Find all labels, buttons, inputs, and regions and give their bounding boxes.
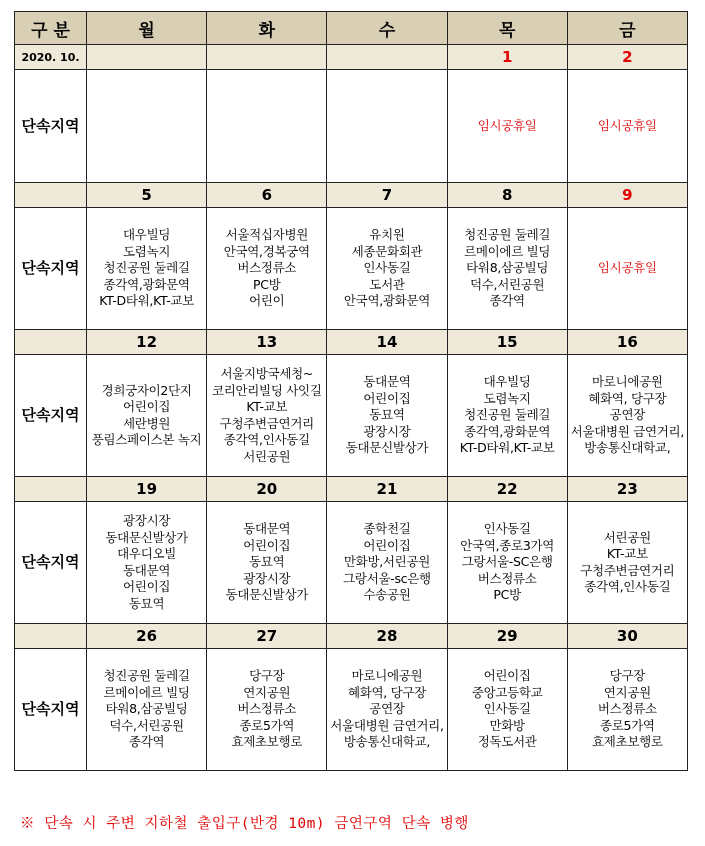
area-cell [447, 649, 567, 771]
date-cell [87, 45, 207, 70]
area-cell [87, 208, 207, 330]
month-cell [15, 477, 87, 502]
date-cell: 8 [447, 183, 567, 208]
area-cell [567, 208, 687, 330]
area-cell [447, 208, 567, 330]
area-cell [567, 355, 687, 477]
header-cell-fri: 금 [567, 12, 687, 45]
date-cell: 15 [447, 330, 567, 355]
area-row [15, 502, 688, 624]
header-row [15, 12, 688, 45]
area-item: 효제초보행로 [592, 734, 663, 750]
area-item: 만화방,서린공원 [343, 554, 431, 570]
area-item: 동대문역 [243, 521, 291, 537]
area-item: 공연장 [609, 407, 645, 423]
month-cell: 2020. 10. [15, 45, 87, 70]
holiday-label: 임시공휴일 [597, 117, 657, 133]
area-label: 단속지역 [15, 502, 87, 624]
holiday-label: 임시공휴일 [597, 260, 657, 276]
area-item: 버스정류소 [237, 701, 297, 717]
area-cell [207, 355, 327, 477]
date-row [15, 183, 688, 208]
area-item: 서울대병원 금연거리, [570, 423, 684, 439]
footnote: ※ 단속 시 주변 지하철 출입구(반경 10m) 금연구역 단속 병행 [20, 816, 469, 832]
area-item: 수송공원 [363, 587, 411, 603]
area-item: 동묘역 [249, 554, 285, 570]
date-cell: 23 [567, 477, 687, 502]
area-item: 동대문신발상가 [225, 587, 308, 603]
area-item: 대우디오빌 [117, 546, 177, 561]
area-item: 어린이집 [363, 537, 411, 553]
area-item: 연지공원 [243, 684, 291, 700]
date-cell: 27 [207, 624, 327, 649]
area-item: 인사동길 [483, 701, 531, 717]
header-cell-mon: 월 [87, 12, 207, 45]
area-cell [327, 502, 447, 624]
area-cell [567, 649, 687, 771]
area-item: KT-교보 [606, 546, 648, 561]
area-item: PC방 [493, 587, 521, 603]
date-cell: 7 [327, 183, 447, 208]
month-cell [15, 624, 87, 649]
area-item: 르메이에르 빌딩 [464, 243, 551, 259]
area-item: 혜화역, 당구장 [588, 390, 667, 406]
date-cell [207, 45, 327, 70]
date-row [15, 330, 688, 355]
area-cell [87, 502, 207, 624]
area-item: KT-D타워,KT-교보 [459, 440, 555, 456]
area-cell [207, 208, 327, 330]
area-cell [447, 355, 567, 477]
area-item: 광장시장 [123, 513, 171, 528]
header-cell-tue: 화 [207, 12, 327, 45]
area-item: 그랑서울-SC은행 [461, 554, 553, 570]
month-cell [15, 330, 87, 355]
area-item: 구청주변금연거리 [219, 415, 314, 431]
area-item: 동묘역 [369, 407, 405, 423]
area-item: 당구장 [609, 668, 645, 684]
area-item: 버스정류소 [237, 260, 297, 276]
date-cell: 13 [207, 330, 327, 355]
area-cell [87, 70, 207, 183]
area-item: 서울지방국세청~ [220, 366, 314, 381]
area-item: 혜화역, 당구장 [347, 684, 426, 700]
area-item: 공연장 [369, 701, 405, 717]
area-item: 서린공원 [243, 448, 291, 464]
area-item: 타워8,삼공빌딩 [105, 701, 188, 717]
area-label: 단속지역 [15, 208, 87, 330]
area-item: 버스정류소 [477, 570, 537, 586]
area-item: 르메이에르 빌딩 [103, 684, 190, 700]
area-item: 청진공원 둘레길 [103, 668, 190, 684]
area-cell [567, 502, 687, 624]
date-cell: 14 [327, 330, 447, 355]
date-row [15, 45, 688, 70]
area-item: 종각역,광화문역 [103, 276, 190, 292]
header-cell-wed: 수 [327, 12, 447, 45]
calendar-body [15, 45, 688, 771]
area-item: 덕수,서린공원 [109, 717, 184, 733]
area-item: 종각역 [128, 734, 165, 750]
date-cell: 20 [207, 477, 327, 502]
area-cell [567, 70, 687, 183]
area-row [15, 208, 688, 330]
area-item: PC방 [253, 276, 281, 292]
date-cell: 30 [567, 624, 687, 649]
area-item: 종학천길 [363, 521, 411, 537]
area-item: KT-교보 [246, 399, 288, 414]
date-cell: 21 [327, 477, 447, 502]
area-item: 유치원 [369, 227, 405, 243]
date-cell [327, 45, 447, 70]
enforcement-calendar-table [14, 11, 688, 771]
area-item: 안국역,광화문역 [343, 293, 431, 309]
area-item: 종각역,인사동길 [584, 579, 671, 594]
area-item: 광장시장 [243, 570, 291, 586]
area-row [15, 649, 688, 771]
date-row [15, 477, 688, 502]
month-cell [15, 183, 87, 208]
area-item: 경희궁자이2단지 [101, 382, 192, 398]
area-item: 청진공원 둘레길 [464, 407, 551, 423]
area-item: 코리안리빌딩 사잇길 [211, 382, 322, 398]
date-cell: 1 [447, 45, 567, 70]
area-item: 청진공원 둘레길 [464, 227, 551, 243]
area-item: 서울대병원 금연거리, [330, 717, 444, 733]
area-item: 마로니에공원 [592, 374, 663, 390]
area-cell [207, 70, 327, 183]
area-cell [327, 649, 447, 771]
area-label: 단속지역 [15, 355, 87, 477]
area-item: 동대문신발상가 [105, 529, 188, 545]
area-item: 동묘역 [128, 595, 165, 611]
area-item: 정독도서관 [477, 734, 537, 750]
area-item: 청진공원 둘레길 [103, 260, 190, 276]
area-item: 동대문신발상가 [345, 440, 429, 456]
date-cell: 12 [87, 330, 207, 355]
area-item: 어린이집 [243, 537, 291, 553]
header-cell-thu: 목 [447, 12, 567, 45]
date-row [15, 624, 688, 649]
area-cell [327, 70, 447, 183]
area-cell [327, 355, 447, 477]
area-cell [207, 649, 327, 771]
area-item: 방송통신대학교, [584, 440, 671, 456]
area-item: 동대문역 [123, 562, 171, 578]
date-cell: 16 [567, 330, 687, 355]
area-item: 풍림스페이스본 녹지 [91, 432, 202, 447]
area-item: 도렴녹지 [483, 390, 531, 406]
area-item: 당구장 [249, 668, 285, 684]
area-item: 동대문역 [363, 374, 411, 390]
area-item: 만화방 [489, 717, 525, 733]
date-cell: 19 [87, 477, 207, 502]
holiday-label: 임시공휴일 [477, 117, 537, 133]
area-item: 인사동길 [363, 260, 411, 276]
area-item: 종각역,인사동길 [223, 432, 310, 447]
area-item: 종각역,광화문역 [464, 423, 551, 439]
area-item: 연지공원 [603, 684, 651, 700]
area-item: 안국역,종로3가역 [460, 537, 555, 553]
area-cell [87, 649, 207, 771]
area-item: 구청주변금연거리 [580, 562, 675, 578]
area-item: 효제초보행로 [231, 734, 303, 750]
area-label: 단속지역 [15, 649, 87, 771]
area-item: 대우빌딩 [483, 374, 531, 390]
header-cell-category: 구 분 [15, 12, 87, 45]
date-cell: 28 [327, 624, 447, 649]
date-cell: 9 [567, 183, 687, 208]
area-cell [327, 208, 447, 330]
area-item: 광장시장 [363, 423, 411, 439]
area-item: 버스정류소 [597, 701, 657, 717]
area-item: 중앙고등학교 [471, 684, 543, 700]
area-item: 종각역 [489, 293, 525, 309]
area-cell [207, 502, 327, 624]
area-item: 세란병원 [123, 415, 171, 431]
area-item: 대우빌딩 [123, 227, 171, 243]
area-cell [87, 355, 207, 477]
area-item: 어린이 [249, 293, 285, 309]
area-item: 서린공원 [603, 529, 651, 545]
area-row [15, 70, 688, 183]
area-item: 종로5가역 [239, 717, 295, 733]
area-row [15, 355, 688, 477]
area-item: 서울적십자병원 [225, 227, 308, 243]
date-cell: 22 [447, 477, 567, 502]
area-item: 도렴녹지 [123, 243, 171, 259]
area-item: 마로니에공원 [351, 668, 423, 684]
area-item: 방송통신대학교, [343, 734, 431, 750]
area-item: 덕수,서린공원 [469, 276, 545, 292]
date-cell: 26 [87, 624, 207, 649]
area-item: 어린이집 [123, 399, 171, 414]
area-cell [447, 70, 567, 183]
area-item: KT-D타워,KT-교보 [99, 293, 194, 309]
area-item: 세종문화회관 [351, 243, 423, 259]
date-cell: 5 [87, 183, 207, 208]
area-item: 종로5가역 [599, 717, 655, 733]
area-item: 어린이집 [483, 668, 531, 684]
area-item: 인사동길 [483, 521, 531, 537]
area-item: 타워8,삼공빌딩 [466, 260, 549, 276]
date-cell: 29 [447, 624, 567, 649]
area-label: 단속지역 [15, 70, 87, 183]
area-item: 도서관 [369, 276, 405, 292]
area-item: 안국역,경복궁역 [223, 243, 310, 259]
area-item: 어린이집 [363, 390, 411, 406]
date-cell: 2 [567, 45, 687, 70]
area-item: 그랑서울-sc은행 [343, 570, 431, 586]
date-cell: 6 [207, 183, 327, 208]
area-item: 어린이집 [123, 579, 171, 594]
area-cell [447, 502, 567, 624]
